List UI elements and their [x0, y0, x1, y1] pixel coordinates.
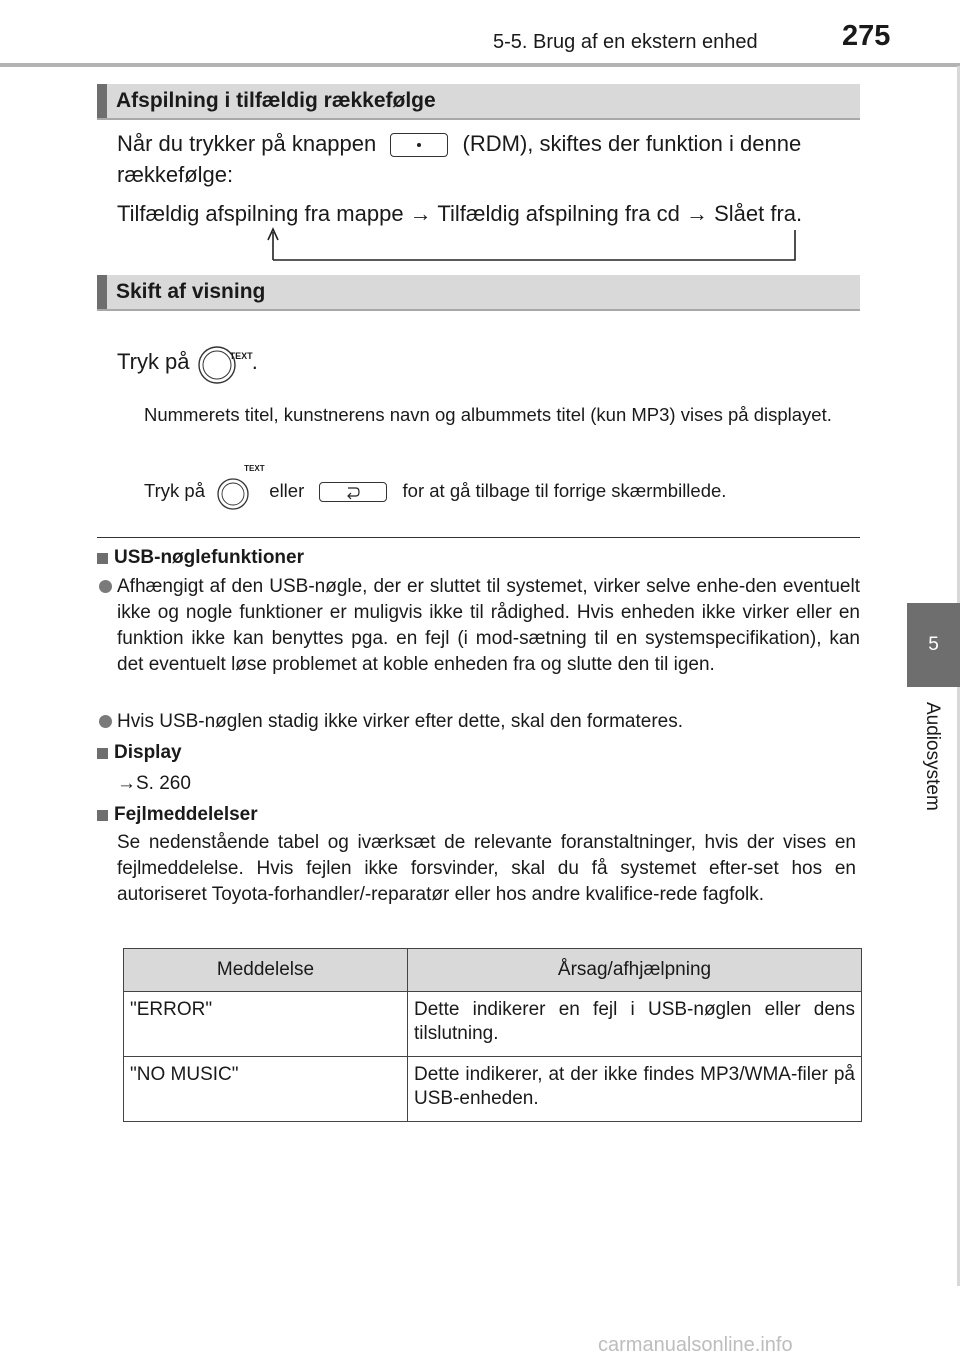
- random-text-before: Når du trykker på knappen: [117, 131, 377, 156]
- header-rule: [0, 63, 960, 67]
- random-paragraph: [117, 128, 859, 190]
- random-text-after: (RDM), skiftes der funktion i denne: [462, 131, 802, 156]
- table-header-message: Meddelelse: [124, 949, 408, 992]
- round-bullet-icon: [99, 715, 112, 728]
- section-divider: [97, 537, 860, 538]
- section-title-display: Skift af visning: [116, 280, 266, 303]
- press-text-row: [117, 334, 417, 390]
- error-message-table: [123, 948, 862, 1122]
- back-button-icon: [319, 482, 387, 502]
- table-row: [124, 992, 862, 1057]
- square-bullet-icon: [97, 553, 108, 564]
- display-note: Nummerets titel, kunstnerens navn og albummets titel (kun MP3) vises på displayet.: [144, 404, 832, 425]
- table-cell-message: "NO MUSIC": [124, 1057, 408, 1122]
- table-cell-cause: Dette indikerer, at der ikke findes MP3/WMA-filer på USB-enheden.: [408, 1057, 862, 1122]
- section-head-random: [97, 84, 860, 120]
- section-title-random: Afspilning i tilfældig rækkefølge: [116, 89, 436, 112]
- usb-bullet-1: [97, 574, 860, 678]
- text-knob-icon-small: [216, 464, 265, 512]
- square-bullet-icon: [97, 810, 108, 821]
- press-text: Tryk på: [117, 349, 190, 374]
- round-bullet-icon: [99, 580, 112, 593]
- back-middle: eller: [269, 480, 305, 501]
- display-heading: [97, 742, 182, 764]
- press-suffix: .: [251, 349, 258, 374]
- random-sequence: Tilfældig afspilning fra mappe → Tilfældig afspilning fra cd → Slået fra.: [117, 201, 803, 226]
- chapter-tab: [907, 603, 960, 687]
- usb-heading-text: USB-nøglefunktioner: [114, 547, 304, 568]
- knob-label-small: TEXT: [244, 464, 265, 474]
- table-cell-message: "ERROR": [124, 992, 408, 1057]
- usb-bullet-1-text: Afhængigt af den USB-nøgle, der er sluttet til systemet, virker selve enhe-den eventuelt ikke og nogle funktioner er muligvis ikke til rådighed. Hvis enheden ikke virker eller en funktion ikke kan benyttes pga. en fejl (i mod-sætning til en systemspecifikation), kan det eventuelt løse problemet at koble enheden fra og slutte den til igen.: [117, 576, 860, 675]
- back-suffix: for at gå tilbage til forrige skærmbillede.: [402, 480, 727, 501]
- display-heading-text: Display: [114, 742, 182, 763]
- usb-heading: [97, 547, 304, 569]
- usb-bullet-2: [97, 709, 860, 735]
- display-reference: →S. 260: [117, 773, 191, 794]
- table-header-cause: Årsag/afhjælpning: [408, 949, 862, 992]
- footer-watermark: carmanualsonline.info: [598, 1334, 793, 1356]
- random-text-line2: rækkefølge:: [117, 162, 234, 187]
- knob-label: TEXT: [229, 351, 253, 362]
- section-head-display: [97, 275, 860, 311]
- cycle-arrow-icon: [265, 226, 805, 266]
- header-section-title: 5-5. Brug af en ekstern enhed: [493, 31, 758, 53]
- chapter-number: 5: [928, 634, 939, 655]
- errors-heading: [97, 804, 258, 826]
- page-number: 275: [842, 20, 891, 52]
- section-bar: [97, 275, 107, 309]
- table-row: [124, 1057, 862, 1122]
- table-cell-cause: Dette indikerer en fejl i USB-nøglen eller dens tilslutning.: [408, 992, 862, 1057]
- section-bar: [97, 84, 107, 118]
- usb-bullet-2-text: Hvis USB-nøglen stadig ikke virker efter dette, skal den formateres.: [117, 711, 684, 732]
- square-bullet-icon: [97, 748, 108, 759]
- text-knob-icon: [196, 338, 253, 388]
- rdm-button-icon: [390, 133, 448, 157]
- chapter-label: Audiosystem: [922, 702, 943, 811]
- table-header-row: [124, 949, 862, 992]
- errors-heading-text: Fejlmeddelelser: [114, 804, 258, 825]
- back-prefix: Tryk på: [144, 480, 205, 501]
- errors-intro: Se nedenstående tabel og iværksæt de relevante foranstaltninger, hvis der vises en fejlmeddelelse. Hvis fejlen ikke forsvinder, skal du få systemet efter-set hos en autoriseret Toyota-forhandler/-reparatør eller hos andre kvalifice-rede fagfolk.: [117, 832, 856, 905]
- back-row: [144, 464, 856, 514]
